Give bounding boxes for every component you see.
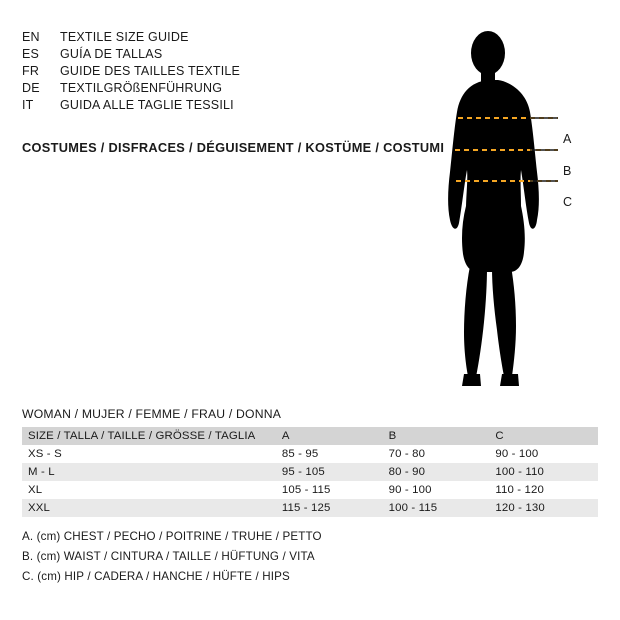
- language-row: [22, 47, 352, 61]
- table-header-size: SIZE / TALLA / TAILLE / GRÖSSE / TAGLIA: [28, 430, 256, 442]
- table-header-c: C: [495, 430, 504, 442]
- language-text: GUÍA DE TALLAS: [60, 47, 163, 61]
- language-code: ES: [22, 47, 40, 61]
- table-header-row: [22, 427, 598, 445]
- cell-size: M - L: [28, 466, 55, 478]
- measurement-legend: [22, 530, 582, 590]
- language-row: [22, 30, 352, 44]
- table-title: WOMAN / MUJER / FEMME / FRAU / DONNA: [22, 407, 282, 421]
- cell-b: 100 - 115: [388, 502, 438, 514]
- language-code: FR: [22, 64, 40, 78]
- cell-a: 115 - 125: [281, 502, 331, 514]
- cell-c: 120 - 130: [495, 502, 545, 514]
- language-list: [22, 30, 352, 115]
- cell-size: XL: [28, 484, 43, 496]
- cell-b: 80 - 90: [388, 466, 426, 478]
- costumes-subtitle: COSTUMES / DISFRACES / DÉGUISEMENT / KOSTÜME / COSTUMI: [22, 140, 445, 155]
- cell-c: 90 - 100: [495, 448, 539, 460]
- cell-c: 100 - 110: [495, 466, 545, 478]
- cell-size: XXL: [28, 502, 50, 514]
- table-header-b: B: [388, 430, 397, 442]
- cell-a: 105 - 115: [281, 484, 331, 496]
- table-row: [22, 499, 598, 517]
- language-row: [22, 81, 352, 95]
- language-text: TEXTILE SIZE GUIDE: [60, 30, 189, 44]
- size-table: [22, 427, 598, 517]
- cell-size: XS - S: [28, 448, 62, 460]
- legend-row-c: C. (cm) HIP / CADERA / HANCHE / HÜFTE / HIPS: [22, 570, 290, 583]
- measure-label-a: A: [563, 132, 572, 146]
- cell-b: 70 - 80: [388, 448, 426, 460]
- cell-a: 85 - 95: [281, 448, 319, 460]
- language-code: EN: [22, 30, 40, 44]
- figure-area: [400, 20, 600, 390]
- cell-c: 110 - 120: [495, 484, 545, 496]
- language-text: GUIDE DES TAILLES TEXTILE: [60, 64, 241, 78]
- language-text: TEXTILGRÖßENFÜHRUNG: [60, 81, 223, 95]
- language-row: [22, 64, 352, 78]
- measure-label-c: C: [563, 195, 573, 209]
- cell-a: 95 - 105: [281, 466, 325, 478]
- language-code: DE: [22, 81, 40, 95]
- table-row: [22, 481, 598, 499]
- legend-row-a: A. (cm) CHEST / PECHO / POITRINE / TRUHE / PETTO: [22, 530, 322, 543]
- table-row: [22, 445, 598, 463]
- legend-row-b: B. (cm) WAIST / CINTURA / TAILLE / HÜFTUNG / VITA: [22, 550, 315, 563]
- language-text: GUIDA ALLE TAGLIE TESSILI: [60, 98, 234, 112]
- language-code: IT: [22, 98, 34, 112]
- cell-b: 90 - 100: [388, 484, 432, 496]
- table-row: [22, 463, 598, 481]
- language-row: [22, 98, 352, 112]
- table-header-a: A: [281, 430, 290, 442]
- measure-label-b: B: [563, 164, 572, 178]
